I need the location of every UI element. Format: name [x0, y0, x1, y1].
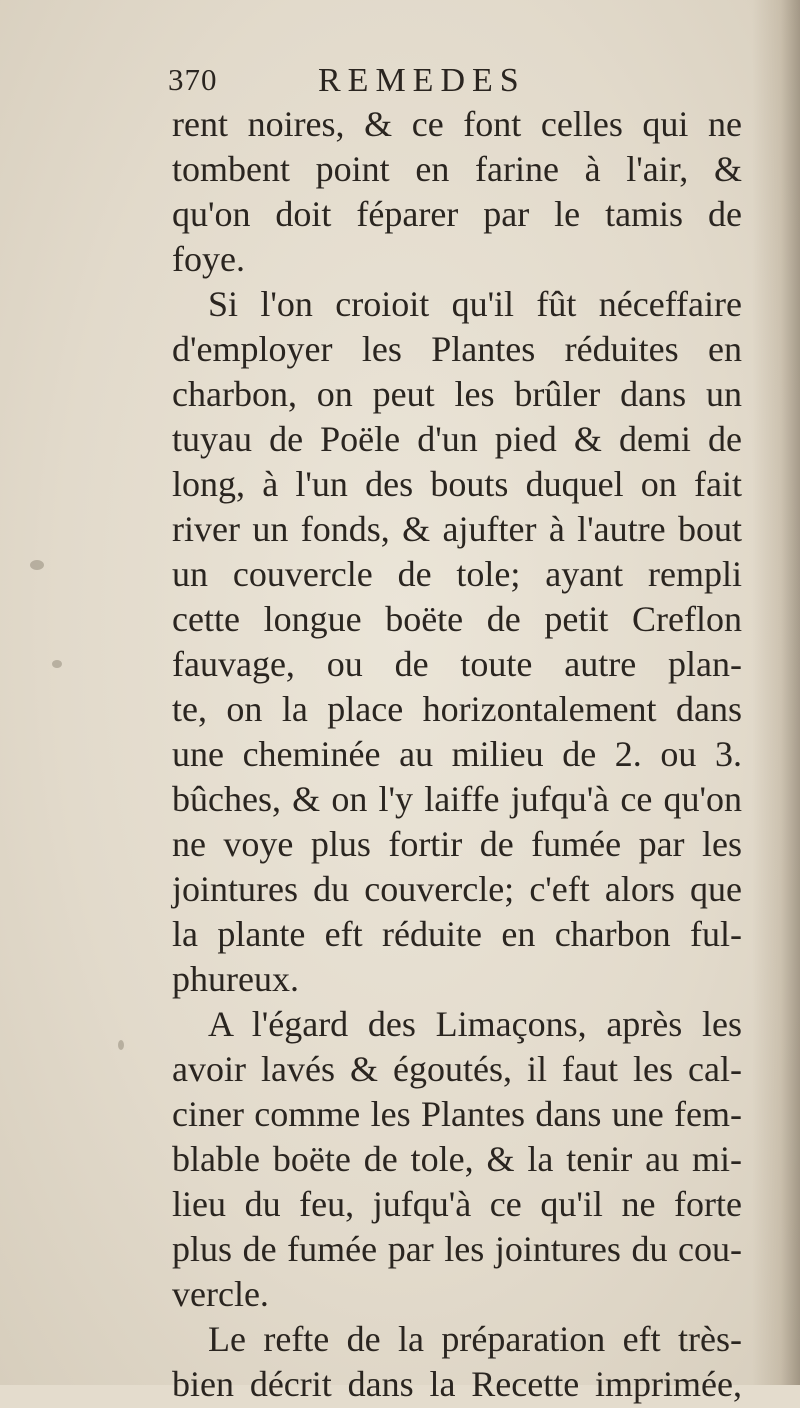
text-line: ne voye plus fortir de fumée par les — [172, 824, 742, 864]
text-line: vercle. — [172, 1274, 269, 1314]
text-line: river un fonds, & ajufter à l'autre bout — [172, 509, 742, 549]
text-line: fauvage, ou de toute autre plan- — [172, 644, 742, 684]
text-line: long, à l'un des bouts duquel on fait — [172, 464, 742, 504]
text-line: Le refte de la préparation eft très- — [208, 1319, 742, 1359]
running-head: REMEDES — [318, 62, 526, 99]
text-line: ciner comme les Plantes dans une fem- — [172, 1094, 742, 1134]
text-line: tombent point en farine à l'air, & — [172, 149, 742, 189]
page-edge-shadow — [752, 0, 800, 1385]
text-line: bûches, & on l'y laiffe jufqu'à ce qu'on — [172, 779, 742, 819]
text-line: te, on la place horizontalement dans — [172, 689, 742, 729]
text-line: plus de fumée par les jointures du cou- — [172, 1229, 742, 1269]
text-line: lieu du feu, jufqu'à ce qu'il ne forte — [172, 1184, 742, 1224]
text-line: la plante eft réduite en charbon ful- — [172, 914, 742, 954]
text-line: A l'égard des Limaçons, après les — [208, 1004, 742, 1044]
text-line: qu'on doit féparer par le tamis de — [172, 194, 742, 234]
text-line: une cheminée au milieu de 2. ou 3. — [172, 734, 742, 774]
text-line: blable boëte de tole, & la tenir au mi- — [172, 1139, 742, 1179]
page-number: 370 — [168, 62, 218, 97]
text-line: un couvercle de tole; ayant rempli — [172, 554, 742, 594]
paper-stain — [52, 660, 62, 668]
page-header — [168, 62, 648, 102]
text-line: bien décrit dans la Recette imprimée, — [172, 1364, 742, 1404]
paper-stain — [30, 560, 44, 570]
text-line: Si l'on croioit qu'il fût néceffaire — [208, 284, 742, 324]
text-line: tuyau de Poële d'un pied & demi de — [172, 419, 742, 459]
text-line: avoir lavés & égoutés, il faut les cal- — [172, 1049, 742, 1089]
text-line: phureux. — [172, 959, 299, 999]
text-line: jointures du couvercle; c'eft alors que — [172, 869, 742, 909]
text-line: charbon, on peut les brûler dans un — [172, 374, 742, 414]
text-line: d'employer les Plantes réduites en — [172, 329, 742, 369]
text-line: cette longue boëte de petit Creflon — [172, 599, 742, 639]
text-line: rent noires, & ce font celles qui ne — [172, 104, 742, 144]
text-line: foye. — [172, 239, 245, 279]
paper-stain — [118, 1040, 124, 1050]
